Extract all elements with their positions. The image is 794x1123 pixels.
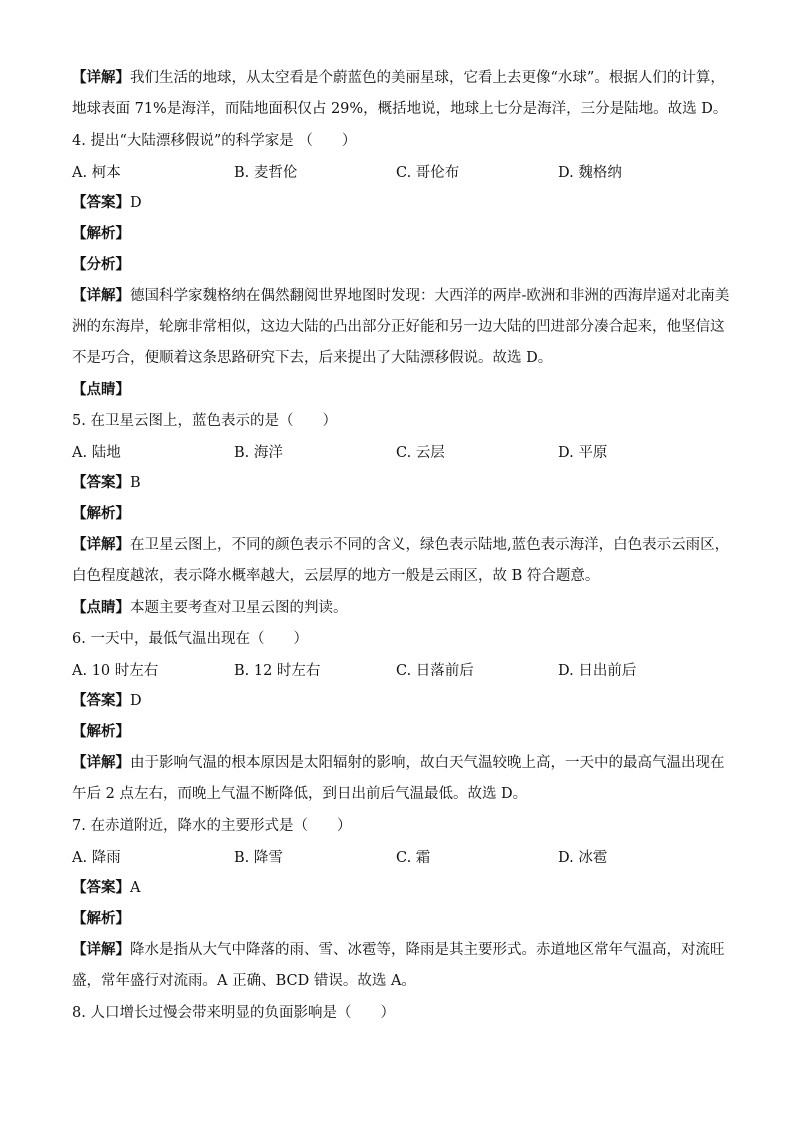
question-6: 6. 一天中，最低气温出现在（ ）: [72, 630, 308, 647]
detail-tag: 【详解】: [72, 941, 130, 958]
answer-tag: 【答案】: [72, 473, 130, 491]
answer-line: [72, 872, 732, 903]
analysis-tag-line: [72, 218, 732, 249]
dianjing-text: 本题主要考查对卫星云图的判读。: [130, 599, 348, 616]
question-7-options: [72, 841, 732, 872]
option-d: D. 日出前后: [558, 663, 637, 679]
option-d: D. 魏格纳: [558, 165, 622, 181]
option-c: C. 日落前后: [396, 663, 474, 679]
option-c: C. 哥伦布: [396, 165, 460, 181]
detail-text: 由于影响气温的根本原因是太阳辐射的影响，故白天气温较晚上高，一天中的最高气温出现在午后 2 点左右，而晚上气温不断降低，到日出前后气温最低。故选 D。: [72, 755, 725, 802]
detail-tag: 【详解】: [72, 754, 130, 771]
analysis-tag: 【解析】: [72, 224, 130, 242]
option-c: C. 霜: [396, 850, 431, 866]
option-b: B. 降雪: [234, 850, 283, 866]
option-b: B. 12 时左右: [234, 663, 321, 679]
analysis-tag-line: [72, 903, 732, 934]
q4-detail-paragraph: [72, 280, 732, 374]
fenxi-tag: 【分析】: [72, 255, 130, 273]
detail-text: 德国科学家魏格纳在偶然翻阅世界地图时发现：大西洋的两岸-欧洲和非洲的西海岸遥对北南美洲的东海岸，轮廓非常相似，这边大陆的凸出部分正好能和另一边大陆的凹进部分凑合起来，他坚信这不是巧合，便顺着这条思路研究下去，后来提出了大陆漂移假说。故选 D。: [72, 288, 730, 366]
question-6-options: [72, 654, 732, 685]
question-8: 8. 人口增长过慢会带来明显的负面影响是（ ）: [72, 1004, 395, 1021]
question-4-options: [72, 156, 732, 187]
answer-value: A: [130, 879, 141, 896]
answer-value: D: [130, 194, 142, 211]
option-b: B. 海洋: [234, 445, 283, 461]
document-page: [72, 62, 732, 1028]
question-4: 4. 提出“大陆漂移假说”的科学家是 （ ）: [72, 132, 357, 149]
detail-tag: 【详解】: [72, 536, 130, 553]
dianjing-tag-line: [72, 374, 732, 405]
analysis-tag-line: [72, 716, 732, 747]
fenxi-tag-line: [72, 249, 732, 280]
detail-tag: 【详解】: [72, 69, 130, 86]
option-d: D. 平原: [558, 445, 608, 461]
answer-line: [72, 685, 732, 716]
q6-detail-paragraph: [72, 747, 732, 810]
question-5-options: [72, 436, 732, 467]
option-a: A. 降雨: [72, 850, 121, 866]
dianjing-tag: 【点睛】: [72, 598, 130, 616]
analysis-tag: 【解析】: [72, 909, 130, 927]
question-5: 5. 在卫星云图上，蓝色表示的是（ ）: [72, 412, 337, 429]
detail-text: 在卫星云图上，不同的颜色表示不同的含义，绿色表示陆地,蓝色表示海洋，白色表示云雨区，白色程度越浓，表示降水概率越大，云层厚的地方一般是云雨区，故 B 符合题意。: [72, 537, 730, 584]
answer-tag: 【答案】: [72, 878, 130, 896]
option-c: C. 云层: [396, 445, 445, 461]
detail-text: 我们生活的地球，从太空看是个蔚蓝色的美丽星球，它看上去更像“水球”。根据人们的计算，地球表面 71%是海洋，而陆地面积仅占 29%，概括地说，地球上七分是海洋，三分是陆地。故选 D。: [72, 70, 728, 117]
option-a: A. 陆地: [72, 445, 121, 461]
answer-line: [72, 467, 732, 498]
question-7: 7. 在赤道附近，降水的主要形式是（ ）: [72, 817, 352, 834]
answer-value: D: [130, 692, 142, 709]
q7-detail-paragraph: [72, 934, 732, 997]
q5-detail-paragraph: [72, 529, 732, 592]
dianjing-line: [72, 592, 732, 623]
answer-tag: 【答案】: [72, 193, 130, 211]
answer-value: B: [130, 474, 141, 491]
option-a: A. 柯本: [72, 165, 121, 181]
analysis-tag-line: [72, 498, 732, 529]
option-b: B. 麦哲伦: [234, 165, 298, 181]
answer-line: [72, 187, 732, 218]
option-a: A. 10 时左右: [72, 663, 159, 679]
analysis-tag: 【解析】: [72, 722, 130, 740]
q3-detail-paragraph: [72, 62, 732, 125]
detail-tag: 【详解】: [72, 287, 130, 304]
option-d: D. 冰雹: [558, 850, 608, 866]
analysis-tag: 【解析】: [72, 504, 130, 522]
dianjing-tag: 【点睛】: [72, 380, 130, 398]
answer-tag: 【答案】: [72, 691, 130, 709]
detail-text: 降水是指从大气中降落的雨、雪、冰雹等，降雨是其主要形式。赤道地区常年气温高，对流旺盛，常年盛行对流雨。A 正确、BCD 错误。故选 A。: [72, 942, 725, 989]
